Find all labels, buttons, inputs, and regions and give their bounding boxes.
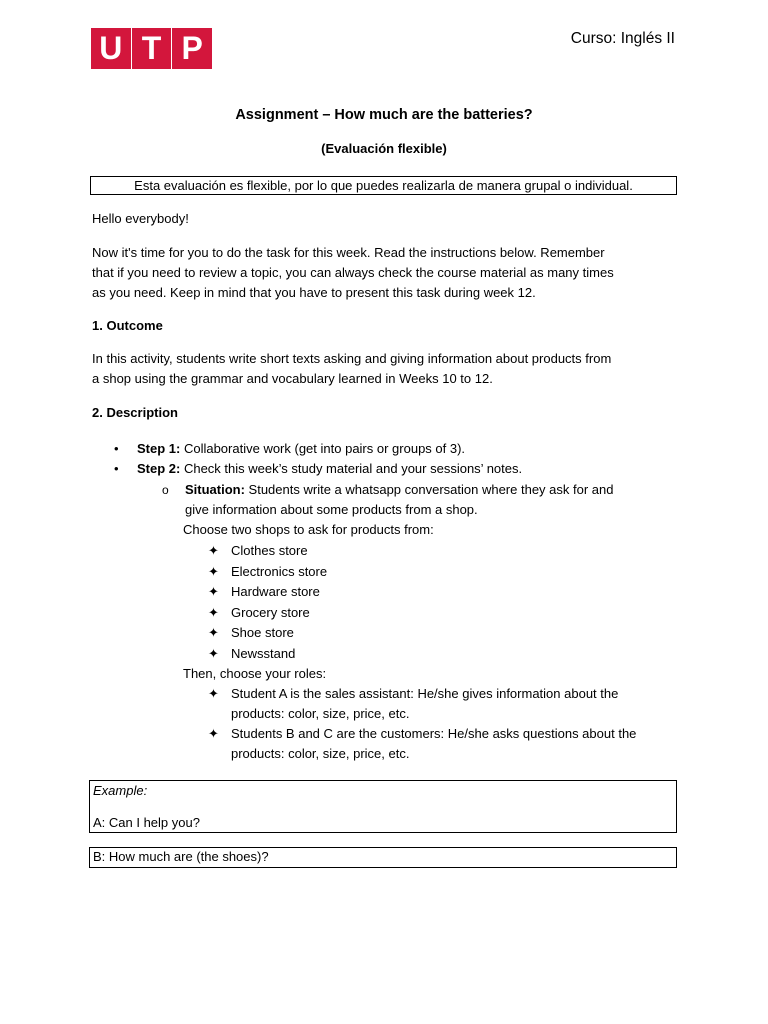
star-icon: ✦ bbox=[208, 686, 219, 701]
greeting: Hello everybody! bbox=[92, 211, 189, 226]
role-line: Students B and C are the customers: He/she asks questions about the bbox=[231, 726, 637, 741]
choose-roles: Then, choose your roles: bbox=[183, 666, 327, 681]
role-item bbox=[231, 724, 636, 764]
role-line: Student A is the sales assistant: He/she gives information about the bbox=[231, 686, 619, 701]
example-label: Example: bbox=[93, 783, 148, 798]
role-item bbox=[231, 684, 618, 724]
star-icon: ✦ bbox=[208, 726, 219, 741]
situation-line-2: give information about some products from a shop. bbox=[185, 502, 478, 517]
shop-item: Clothes store bbox=[231, 543, 308, 558]
intro-line: that if you need to review a topic, you can always check the course material as many times bbox=[92, 265, 614, 280]
outcome-line: In this activity, students write short texts asking and giving information about products from bbox=[92, 351, 612, 366]
star-icon: ✦ bbox=[208, 605, 219, 620]
step-1-label: Step 1: bbox=[137, 441, 181, 456]
step-2-text: Check this week’s study material and your sessions’ notes. bbox=[180, 461, 523, 476]
star-icon: ✦ bbox=[208, 646, 219, 661]
situation bbox=[185, 480, 613, 500]
logo-letter-u: U bbox=[91, 28, 131, 69]
shop-item: Newsstand bbox=[231, 646, 296, 661]
choose-shops: Choose two shops to ask for products from: bbox=[183, 522, 434, 537]
shop-item: Electronics store bbox=[231, 564, 328, 579]
star-icon: ✦ bbox=[208, 564, 219, 579]
role-line: products: color, size, price, etc. bbox=[231, 706, 410, 721]
logo-letter-p: P bbox=[172, 28, 212, 69]
situation-label: Situation: bbox=[185, 482, 245, 497]
page-subtitle: (Evaluación flexible) bbox=[321, 141, 447, 156]
bullet-icon: • bbox=[114, 461, 119, 476]
outcome-heading: 1. Outcome bbox=[92, 318, 163, 333]
logo-letter-t: T bbox=[132, 28, 172, 69]
shop-item: Shoe store bbox=[231, 625, 294, 640]
star-icon: ✦ bbox=[208, 625, 219, 640]
shop-item: Hardware store bbox=[231, 584, 320, 599]
intro-paragraph bbox=[92, 243, 682, 303]
situation-text: Students write a whatsapp conversation where they ask for and bbox=[244, 482, 614, 497]
step-1-text: Collaborative work (get into pairs or groups of 3). bbox=[180, 441, 466, 456]
star-icon: ✦ bbox=[208, 584, 219, 599]
outcome-paragraph bbox=[92, 349, 682, 389]
step-2 bbox=[137, 459, 522, 479]
intro-line: as you need. Keep in mind that you have to present this task during week 12. bbox=[92, 285, 536, 300]
example-line-b: B: How much are (the shoes)? bbox=[93, 849, 269, 864]
flexible-notice: Esta evaluación es flexible, por lo que puedes realizarla de manera grupal o individual. bbox=[90, 176, 677, 195]
shop-item: Grocery store bbox=[231, 605, 310, 620]
utp-logo bbox=[91, 28, 212, 69]
role-line: products: color, size, price, etc. bbox=[231, 746, 410, 761]
course-label: Curso: Inglés II bbox=[570, 30, 675, 47]
step-2-label: Step 2: bbox=[137, 461, 181, 476]
star-icon: ✦ bbox=[208, 543, 219, 558]
example-line-a: A: Can I help you? bbox=[93, 815, 200, 830]
page-title: Assignment – How much are the batteries? bbox=[235, 107, 533, 123]
intro-line: Now it's time for you to do the task for this week. Read the instructions below. Remember bbox=[92, 245, 605, 260]
description-heading: 2. Description bbox=[92, 405, 178, 420]
outcome-line: a shop using the grammar and vocabulary learned in Weeks 10 to 12. bbox=[92, 371, 493, 386]
example-box-b bbox=[89, 847, 677, 868]
bullet-icon: • bbox=[114, 441, 119, 456]
step-1 bbox=[137, 439, 465, 459]
example-box bbox=[89, 780, 677, 833]
circle-bullet-icon: o bbox=[162, 483, 169, 497]
